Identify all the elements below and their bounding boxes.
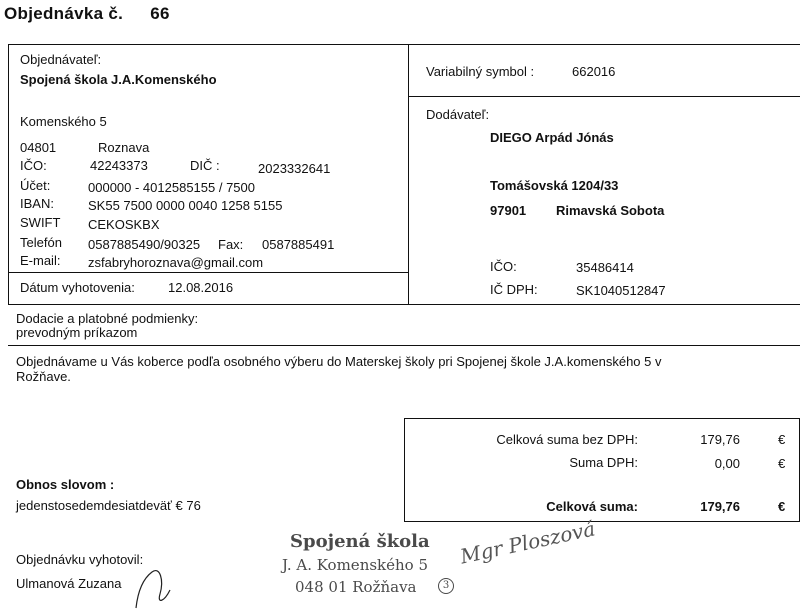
issue-date-label: Dátum vyhotovenia: xyxy=(20,280,135,295)
supplier-zip: 97901 xyxy=(490,203,527,218)
buyer-swift-label: SWIFT xyxy=(20,215,61,230)
signature-handwriting: Mgr Ploszová xyxy=(458,516,598,569)
date-divider xyxy=(8,272,408,273)
buyer-email: zsfabryhoroznava@gmail.com xyxy=(88,255,264,270)
stamp-badge: 3 xyxy=(438,578,454,594)
in-words-value: jedenstosedemdesiatdeväť € 76 xyxy=(16,498,201,513)
total-value: 179,76 xyxy=(700,499,740,514)
currency-3: € xyxy=(778,499,786,514)
buyer-account: 000000 - 4012585155 / 7500 xyxy=(88,180,255,195)
order-text-line2: Rožňave. xyxy=(16,369,71,384)
buyer-account-label: Účet: xyxy=(20,178,51,193)
buyer-street: Komenského 5 xyxy=(20,114,107,129)
variable-symbol-value: 662016 xyxy=(572,64,616,79)
frame-middle-line xyxy=(408,44,409,304)
supplier-street: Tomášovská 1204/33 xyxy=(490,178,619,193)
buyer-phone: 0587885490/90325 xyxy=(88,237,201,252)
buyer-zip: 04801 xyxy=(20,140,57,155)
supplier-ico: 35486414 xyxy=(576,260,634,275)
vat-label: Suma DPH: xyxy=(569,455,638,470)
in-words-label: Obnos slovom : xyxy=(16,477,115,492)
buyer-fax: 0587885491 xyxy=(262,237,335,252)
variable-symbol-label: Variabilný symbol : xyxy=(426,64,535,79)
issued-by-name: Ulmanová Zuzana xyxy=(16,576,122,591)
buyer-city: Roznava xyxy=(98,140,150,155)
buyer-fax-label: Fax: xyxy=(218,237,244,252)
terms-top-line xyxy=(8,304,800,305)
stamp-line3: 048 01 Rožňava xyxy=(295,578,417,596)
buyer-swift: CEKOSKBX xyxy=(88,217,160,232)
total-without-vat-label: Celková suma bez DPH: xyxy=(496,432,638,447)
supplier-ico-label: IČO: xyxy=(490,259,517,274)
order-text-line1: Objednávame u Vás koberce podľa osobného výberu do Materskej školy pri Spojenej škole J.A.komenského 5 v xyxy=(16,354,662,369)
signature-stroke-icon xyxy=(130,560,190,610)
buyer-ico-label: IČO: xyxy=(20,158,47,173)
buyer-iban-label: IBAN: xyxy=(20,196,54,211)
buyer-iban: SK55 7500 0000 0040 1258 5155 xyxy=(88,198,283,213)
terms-value: prevodným príkazom xyxy=(16,325,138,340)
buyer-email-label: E-mail: xyxy=(20,253,61,268)
currency-1: € xyxy=(778,432,786,447)
order-text-top-line xyxy=(8,345,800,346)
issued-by-label: Objednávku vyhotovil: xyxy=(16,552,144,567)
order-title-label: Objednávka č. xyxy=(4,4,124,23)
total-label: Celková suma: xyxy=(546,499,638,514)
supplier-label: Dodávateľ: xyxy=(426,107,490,122)
buyer-label: Objednávateľ: xyxy=(20,52,102,67)
variable-symbol-divider xyxy=(408,96,800,97)
supplier-icdph: SK1040512847 xyxy=(576,283,666,298)
buyer-ico: 42243373 xyxy=(90,158,148,173)
buyer-dic-label: DIČ : xyxy=(190,158,220,173)
terms-label: Dodacie a platobné podmienky: xyxy=(16,311,199,326)
stamp-line2: J. A. Komenského 5 xyxy=(282,556,429,574)
currency-2: € xyxy=(778,456,786,471)
frame-left-line xyxy=(8,44,9,304)
frame-top-line xyxy=(8,44,800,45)
stamp-line1: Spojená škola xyxy=(290,531,430,552)
buyer-dic: 2023332641 xyxy=(258,161,331,176)
order-title xyxy=(4,4,170,24)
vat-value: 0,00 xyxy=(714,456,740,471)
supplier-city: Rimavská Sobota xyxy=(556,203,665,218)
supplier-icdph-label: IČ DPH: xyxy=(490,282,538,297)
buyer-name: Spojená škola J.A.Komenského xyxy=(20,72,217,87)
buyer-phone-label: Telefón xyxy=(20,235,62,250)
total-without-vat-value: 179,76 xyxy=(700,432,740,447)
issue-date-value: 12.08.2016 xyxy=(168,280,234,295)
order-number: 66 xyxy=(150,4,170,23)
supplier-name: DIEGO Arpád Jónás xyxy=(490,130,614,145)
